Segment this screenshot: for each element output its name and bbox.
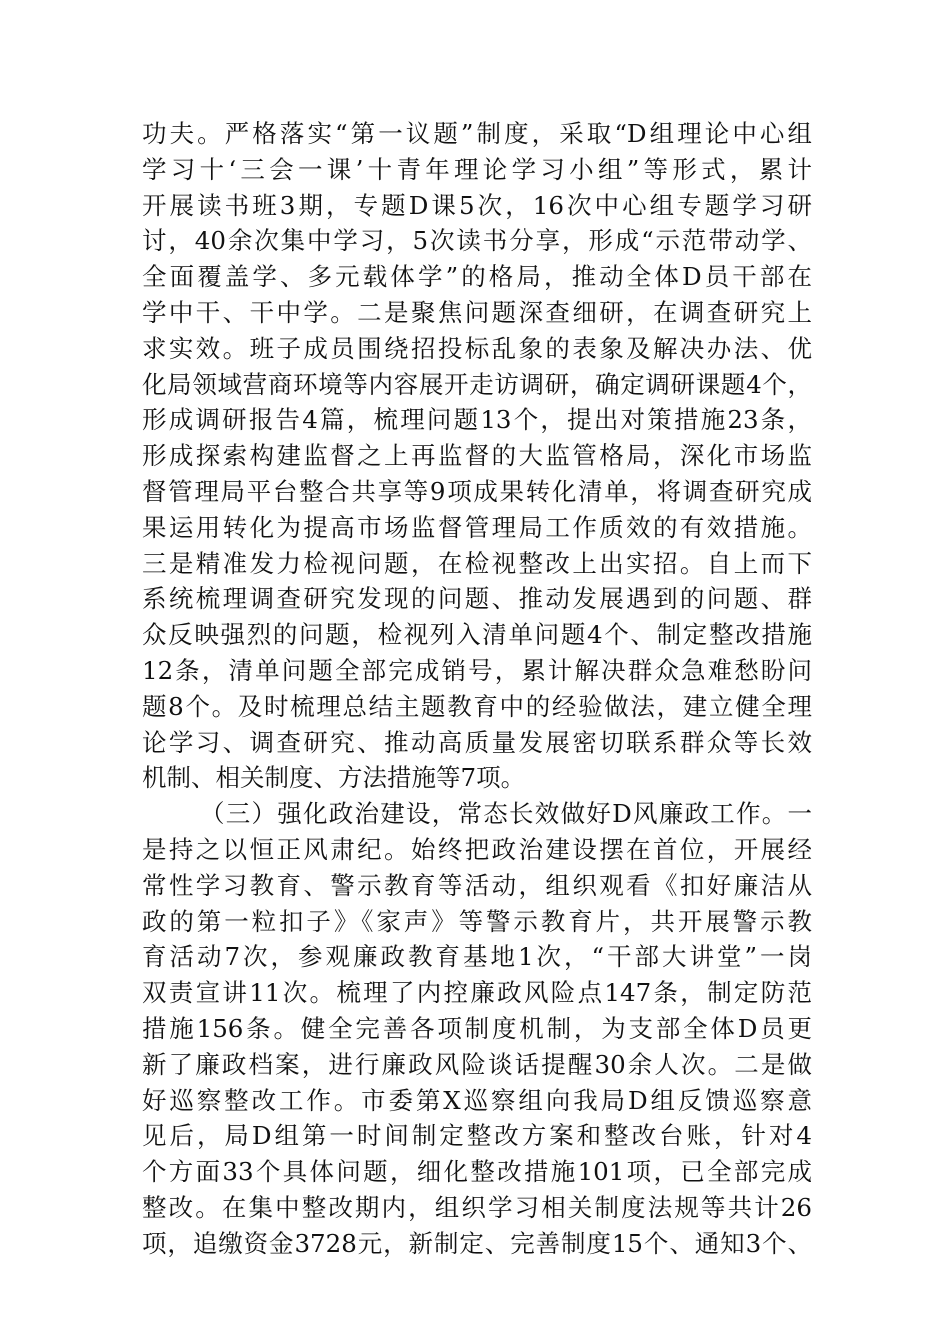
text-line: 常性学习教育、警示教育等活动，组织观看《扣好廉洁从 xyxy=(142,870,812,900)
text-line: 双责宣讲11次。梳理了内控廉政风险点147条，制定防范 xyxy=(142,978,812,1008)
text-line: 是持之以恒正风肃纪。始终把政治建设摆在首位，开展经 xyxy=(142,834,812,864)
text-line: 学习十‘三会一课’十青年理论学习小组”等形式，累计 xyxy=(142,154,812,184)
text-line: 化局领域营商环境等内容展开走访调研，确定调研课题4个， xyxy=(142,369,812,399)
text-line: 形成探索构建监督之上再监督的大监管格局，深化市场监 xyxy=(142,441,812,471)
text-line: 见后，局D组第一时间制定整改方案和整改台账，针对4 xyxy=(142,1121,812,1151)
text-line: 新了廉政档案，进行廉政风险谈话提醒30余人次。二是做 xyxy=(142,1049,812,1079)
text-line: 众反映强烈的问题，检视列入清单问题4个、制定整改措施 xyxy=(142,620,812,650)
text-line: 求实效。班子成员围绕招投标乱象的表象及解决办法、优 xyxy=(142,333,812,363)
body-text xyxy=(142,116,812,1262)
text-line: 论学习、调查研究、推动高质量发展密切联系群众等长效 xyxy=(142,727,812,757)
text-line: 政的第一粒扣子》《家声》等警示教育片，共开展警示教 xyxy=(142,906,812,936)
text-line: 督管理局平台整合共享等9项成果转化清单，将调查研究成 xyxy=(142,476,812,506)
text-line: 功夫。严格落实“第一议题”制度，采取“D组理论中心组 xyxy=(142,119,812,148)
text-line: 开展读书班3期，专题D课5次，16次中心组专题学习研 xyxy=(142,190,812,220)
text-line: 形成调研报告4篇，梳理问题13个，提出对策措施23条， xyxy=(142,405,812,435)
text-line: 措施156条。健全完善各项制度机制，为支部全体D员更 xyxy=(142,1013,812,1043)
text-line: 项，追缴资金3728元，新制定、完善制度15个、通知3个、 xyxy=(142,1228,812,1258)
text-line: 系统梳理调查研究发现的问题、推动发展遇到的问题、群 xyxy=(142,584,812,614)
text-line: 学中干、干中学。二是聚焦问题深查细研，在调查研究上 xyxy=(142,297,812,327)
text-line: 育活动7次，参观廉政教育基地1次，“干部大讲堂”一岗 xyxy=(142,942,812,972)
text-line: 个方面33个具体问题，细化整改措施101项，已全部完成 xyxy=(142,1157,812,1187)
paragraph-end-line: 机制、相关制度、方法措施等7项。 xyxy=(142,763,526,793)
text-line: 整改。在集中整改期内，组织学习相关制度法规等共计26 xyxy=(142,1192,812,1222)
section-heading-line: （三）强化政治建设，常态长效做好D风廉政工作。一 xyxy=(200,799,812,829)
text-line: 全面覆盖学、多元载体学”的格局，推动全体D员干部在 xyxy=(142,262,812,292)
text-line: 题8个。及时梳理总结主题教育中的经验做法，建立健全理 xyxy=(142,691,812,721)
text-line: 12条，清单问题全部完成销号，累计解决群众急难愁盼问 xyxy=(142,655,812,685)
text-line: 讨，40余次集中学习，5次读书分享，形成“示范带动学、 xyxy=(142,226,812,256)
text-line: 三是精准发力检视问题，在检视整改上出实招。自上而下 xyxy=(142,548,812,578)
text-line: 好巡察整改工作。市委第X巡察组向我局D组反馈巡察意 xyxy=(142,1085,812,1115)
text-line: 果运用转化为提高市场监督管理局工作质效的有效措施。 xyxy=(142,512,812,542)
